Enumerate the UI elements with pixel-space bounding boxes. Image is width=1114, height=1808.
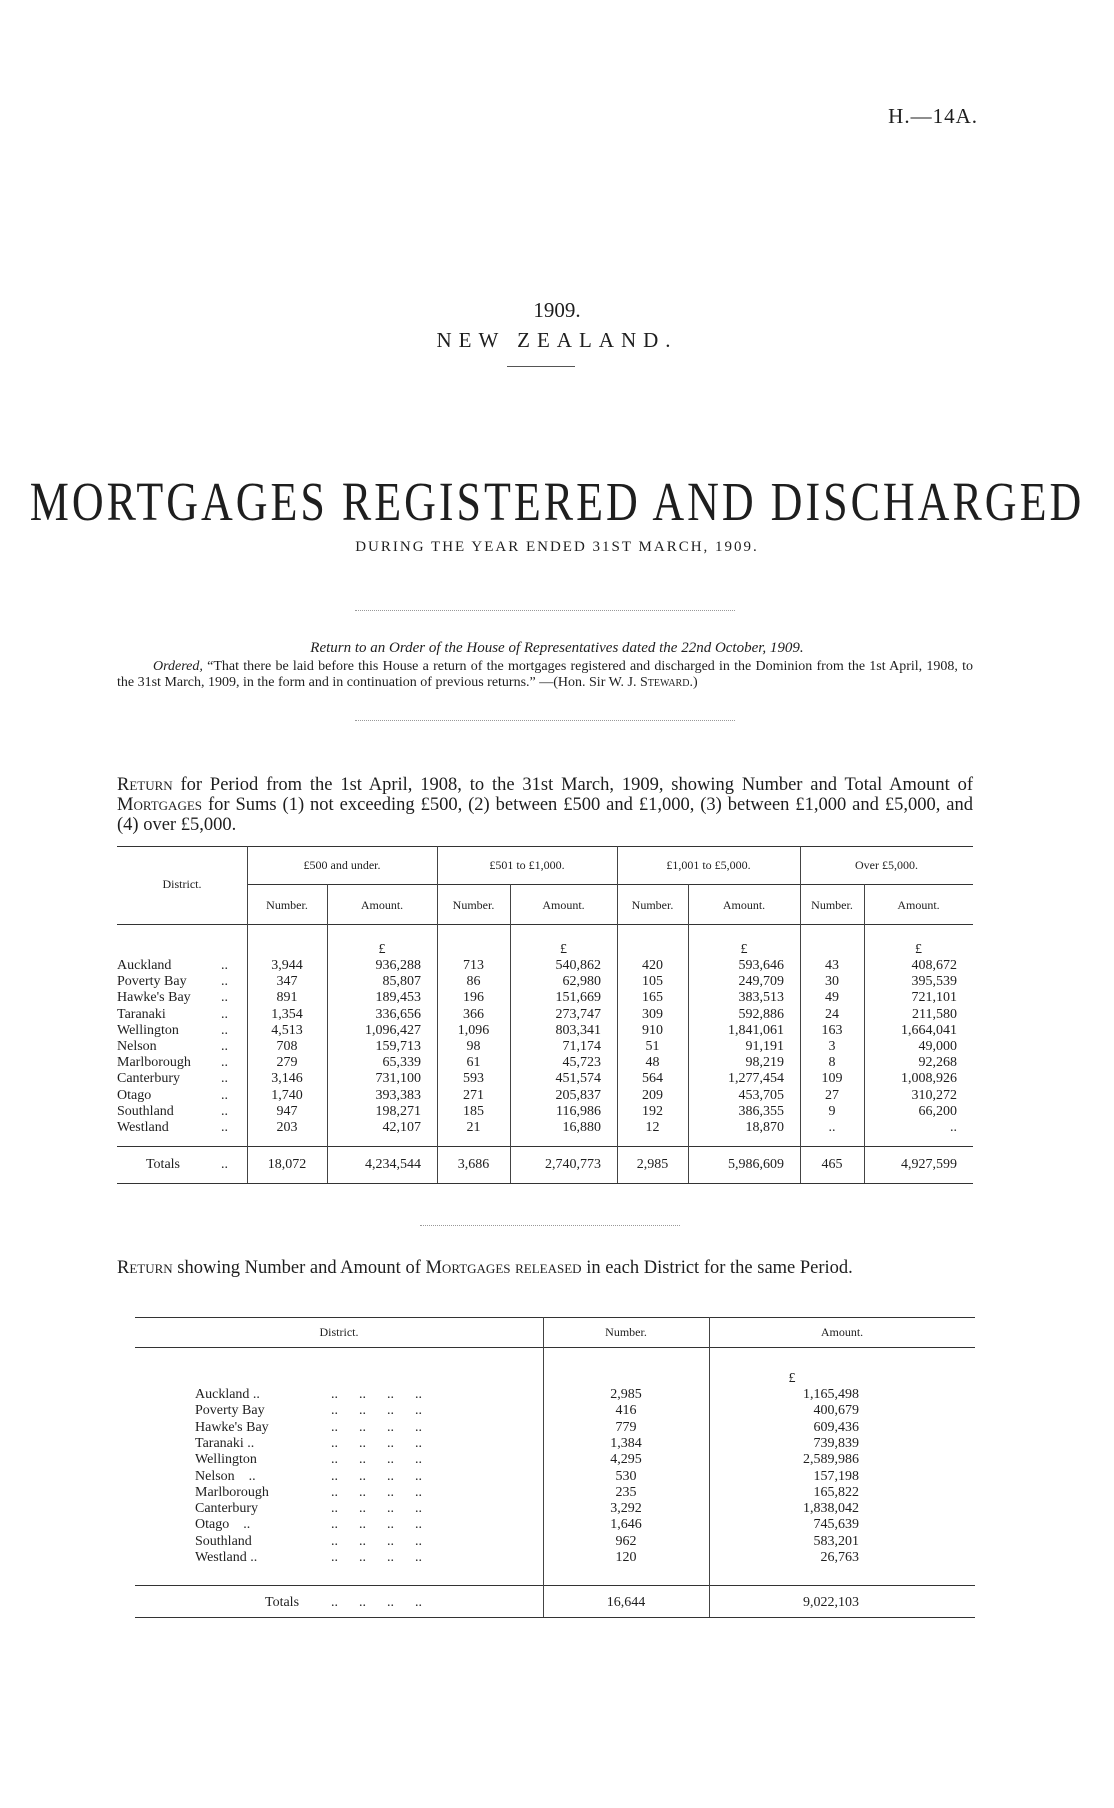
year-heading: 1909. bbox=[533, 298, 581, 322]
district-name: Poverty Bay bbox=[117, 974, 187, 990]
subheader-number: Number. bbox=[452, 898, 495, 912]
leader-dots: .. bbox=[221, 1039, 228, 1054]
leader-dots: .. bbox=[221, 1087, 228, 1103]
district-name: Hawke's Bay bbox=[195, 1419, 269, 1435]
number-cell: 24 bbox=[825, 1006, 839, 1022]
amount-cell: 1,841,061 bbox=[728, 1022, 784, 1038]
district-name: Taranaki .. bbox=[195, 1435, 255, 1451]
number-cell: 4,295 bbox=[610, 1452, 642, 1468]
number-cell: 27 bbox=[825, 1087, 839, 1103]
amount-cell: 4,234,544 bbox=[365, 1157, 421, 1172]
number-cell: 49 bbox=[825, 990, 839, 1006]
number-cell: 1,096 bbox=[457, 1022, 490, 1038]
currency-symbol: £ bbox=[740, 942, 748, 957]
number-cell: 564 bbox=[642, 1071, 663, 1087]
number-cell: 109 bbox=[821, 1071, 843, 1087]
number-cell: 4,513 bbox=[271, 1022, 303, 1038]
subheader-amount: Amount. bbox=[897, 898, 940, 912]
group-header-over-5000: Over £5,000. bbox=[855, 858, 918, 872]
district-name: Poverty Bay bbox=[195, 1403, 265, 1419]
number-cell: 1,646 bbox=[610, 1517, 642, 1533]
mortgages-registered-table bbox=[117, 846, 973, 1186]
number-cell: 309 bbox=[642, 1006, 663, 1022]
subheader-amount: Amount. bbox=[542, 898, 585, 912]
number-cell: 9 bbox=[828, 1103, 836, 1119]
amount-cell: 91,191 bbox=[745, 1039, 784, 1054]
number-cell: 196 bbox=[463, 990, 484, 1006]
amount-cell: 400,679 bbox=[813, 1403, 859, 1419]
leader-dots: .. .. .. .. bbox=[331, 1484, 422, 1500]
mortgages-released-table bbox=[135, 1317, 975, 1619]
amount-cell: 1,664,041 bbox=[901, 1022, 957, 1038]
table1-intro-b: for Sums (1) not exceeding £500, (2) between £500 and £1,000, (3) between £1,000 and £5,000, and (4) over £5,000. bbox=[117, 795, 973, 835]
amount-cell: 2,740,773 bbox=[545, 1157, 601, 1172]
return-order-line: Return to an Order of the House of Representatives dated the 22nd October, 1909. bbox=[310, 640, 804, 656]
number-cell: 779 bbox=[615, 1419, 637, 1435]
amount-cell: 936,288 bbox=[375, 958, 421, 973]
district-name: Wellington bbox=[117, 1022, 179, 1038]
number-cell: 416 bbox=[615, 1403, 637, 1419]
number-cell: 86 bbox=[466, 974, 481, 990]
amount-cell: 408,672 bbox=[911, 958, 957, 973]
amount-cell: 62,980 bbox=[562, 974, 601, 990]
amount-cell: 1,838,042 bbox=[803, 1501, 859, 1517]
number-cell: 105 bbox=[642, 974, 663, 990]
number-cell: 708 bbox=[276, 1039, 298, 1054]
amount-cell: 4,927,599 bbox=[901, 1157, 957, 1172]
country-heading: NEW ZEALAND. bbox=[436, 328, 678, 352]
leader-dots: .. .. .. .. bbox=[331, 1517, 422, 1533]
table1-intro bbox=[117, 775, 973, 835]
amount-cell: 273,747 bbox=[555, 1006, 601, 1022]
totals-label: Totals bbox=[265, 1595, 300, 1610]
leader-dots: .. .. .. .. bbox=[331, 1452, 422, 1468]
district-column-header: District. bbox=[319, 1325, 359, 1339]
number-cell: 593 bbox=[463, 1071, 484, 1087]
leader-dots: .. bbox=[221, 990, 228, 1006]
table2-intro-lead: Return bbox=[117, 1258, 173, 1278]
amount-cell: 1,008,926 bbox=[901, 1071, 957, 1087]
ordered-label: Ordered, bbox=[153, 659, 203, 674]
number-cell: 21 bbox=[466, 1120, 481, 1135]
number-cell: 366 bbox=[463, 1006, 484, 1022]
district-name: Otago .. bbox=[195, 1517, 251, 1533]
district-name: Otago bbox=[117, 1087, 152, 1103]
leader-dots: .. .. .. .. bbox=[331, 1501, 422, 1517]
amount-cell: 1,277,454 bbox=[728, 1071, 784, 1087]
main-title: MORTGAGES REGISTERED AND DISCHARGED bbox=[29, 471, 1085, 533]
amount-cell: 1,096,427 bbox=[365, 1022, 421, 1038]
number-cell: 12 bbox=[645, 1120, 660, 1135]
amount-cell: 98,219 bbox=[745, 1055, 784, 1071]
number-cell: 1,740 bbox=[271, 1087, 303, 1103]
district-column-header: District. bbox=[162, 877, 202, 891]
number-cell: 891 bbox=[276, 990, 298, 1006]
number-cell: 235 bbox=[615, 1484, 637, 1500]
number-cell: 98 bbox=[466, 1039, 481, 1054]
amount-cell: 386,355 bbox=[738, 1103, 784, 1119]
district-name: Nelson .. bbox=[195, 1468, 256, 1484]
amount-cell: 609,436 bbox=[813, 1419, 859, 1435]
number-cell: 2,985 bbox=[610, 1387, 642, 1402]
amount-cell: 42,107 bbox=[382, 1120, 421, 1135]
amount-cell: 745,639 bbox=[813, 1517, 859, 1533]
number-cell: 465 bbox=[821, 1157, 843, 1172]
district-name: Taranaki bbox=[117, 1006, 166, 1022]
amount-cell: 5,986,609 bbox=[728, 1157, 784, 1172]
district-name: Marlborough bbox=[195, 1484, 269, 1500]
subtitle: DURING THE YEAR ENDED 31ST MARCH, 1909. bbox=[355, 539, 759, 555]
table2-intro-b: in each District for the same Period. bbox=[581, 1258, 853, 1278]
divider bbox=[355, 720, 735, 721]
amount-cell: 45,723 bbox=[562, 1055, 601, 1071]
amount-cell: 198,271 bbox=[375, 1103, 421, 1119]
amount-cell: .. bbox=[950, 1120, 957, 1135]
amount-cell: 803,341 bbox=[555, 1022, 601, 1038]
number-cell: 3 bbox=[828, 1039, 836, 1054]
number-cell: 420 bbox=[642, 958, 663, 973]
number-cell: 165 bbox=[642, 990, 663, 1006]
leader-dots: .. bbox=[221, 974, 228, 990]
amount-cell: 9,022,103 bbox=[803, 1595, 859, 1610]
leader-dots: .. bbox=[221, 1006, 228, 1022]
currency-symbol: £ bbox=[915, 942, 922, 957]
amount-cell: 189,453 bbox=[375, 990, 421, 1006]
leader-dots: .. .. .. .. bbox=[331, 1435, 422, 1451]
number-cell: 3,292 bbox=[610, 1501, 642, 1517]
divider bbox=[355, 610, 735, 611]
number-cell: 30 bbox=[825, 974, 839, 990]
district-name: Hawke's Bay bbox=[117, 990, 191, 1006]
leader-dots: .. bbox=[221, 958, 228, 973]
number-cell: .. bbox=[828, 1120, 836, 1135]
amount-cell: 165,822 bbox=[813, 1484, 859, 1500]
leader-dots: .. .. .. .. bbox=[331, 1533, 422, 1549]
leader-dots: .. .. .. .. bbox=[331, 1468, 422, 1484]
amount-cell: 85,807 bbox=[382, 974, 421, 990]
amount-cell: 310,272 bbox=[911, 1087, 957, 1103]
amount-cell: 65,339 bbox=[382, 1055, 421, 1071]
amount-cell: 451,574 bbox=[555, 1071, 601, 1087]
number-cell: 3,944 bbox=[271, 958, 303, 973]
district-name: Nelson bbox=[117, 1039, 157, 1054]
group-header-1001-5000: £1,001 to £5,000. bbox=[666, 858, 751, 872]
group-header-500-under: £500 and under. bbox=[303, 858, 381, 872]
ordered-end: .) bbox=[689, 675, 698, 690]
amount-cell: 395,539 bbox=[911, 974, 957, 990]
leader-dots: .. bbox=[221, 1022, 228, 1038]
number-cell: 3,686 bbox=[457, 1157, 490, 1172]
number-cell: 8 bbox=[828, 1055, 836, 1071]
district-name: Auckland .. bbox=[195, 1387, 260, 1402]
number-cell: 203 bbox=[276, 1120, 298, 1135]
district-name: Westland .. bbox=[195, 1550, 258, 1565]
subheader-amount: Amount. bbox=[722, 898, 766, 912]
number-cell: 962 bbox=[615, 1533, 637, 1549]
subheader-amount: Amount. bbox=[360, 898, 404, 912]
amount-cell: 116,986 bbox=[556, 1103, 601, 1119]
number-cell: 279 bbox=[276, 1055, 298, 1071]
number-cell: 61 bbox=[466, 1055, 481, 1071]
amount-cell: 593,646 bbox=[738, 958, 784, 973]
district-name: Auckland bbox=[117, 958, 172, 973]
number-cell: 2,985 bbox=[636, 1157, 669, 1172]
amount-cell: 393,383 bbox=[375, 1087, 421, 1103]
number-cell: 16,644 bbox=[606, 1595, 646, 1610]
amount-cell: 739,839 bbox=[813, 1435, 859, 1451]
ordered-paragraph bbox=[117, 659, 973, 691]
district-name: Canterbury bbox=[117, 1071, 180, 1087]
subheader-number: Number. bbox=[266, 898, 308, 912]
table2-intro bbox=[117, 1258, 973, 1278]
leader-dots: .. bbox=[221, 1157, 228, 1172]
district-name: Canterbury bbox=[195, 1501, 258, 1517]
amount-cell: 18,870 bbox=[745, 1120, 784, 1135]
district-name: Wellington bbox=[195, 1452, 257, 1468]
number-cell: 910 bbox=[642, 1022, 663, 1038]
leader-dots: .. bbox=[221, 1071, 228, 1087]
number-cell: 1,354 bbox=[271, 1006, 303, 1022]
amount-cell: 66,200 bbox=[918, 1103, 957, 1119]
amount-cell: 249,709 bbox=[738, 974, 784, 990]
ordered-name: Steward bbox=[639, 675, 690, 690]
number-cell: 947 bbox=[276, 1103, 298, 1119]
amount-cell: 592,886 bbox=[738, 1006, 784, 1022]
amount-cell: 453,705 bbox=[738, 1087, 784, 1103]
ordered-text: “That there be laid before this House a return of the mortgages registered and discharged in the Dominion from the 1st April, 1908, to the 31st March, 1909, in the form and in continuation of previous returns.” —(Hon. Sir W. J. bbox=[117, 659, 974, 690]
amount-cell: 211,580 bbox=[912, 1006, 957, 1022]
leader-dots: .. bbox=[221, 1055, 228, 1071]
number-cell: 1,384 bbox=[610, 1435, 642, 1451]
number-cell: 347 bbox=[276, 974, 298, 990]
leader-dots: .. .. .. .. bbox=[331, 1595, 422, 1610]
number-cell: 163 bbox=[821, 1022, 843, 1038]
amount-cell: 540,862 bbox=[555, 958, 601, 973]
district-name: Southland bbox=[195, 1533, 252, 1549]
table1-intro-a: for Period from the 1st April, 1908, to the 31st March, 1909, showing Number and Total Amount of bbox=[172, 775, 973, 795]
amount-cell: 151,669 bbox=[555, 990, 601, 1006]
number-cell: 120 bbox=[615, 1550, 637, 1565]
amount-cell: 159,713 bbox=[375, 1039, 421, 1054]
leader-dots: .. bbox=[221, 1103, 228, 1119]
totals-label: Totals bbox=[145, 1157, 180, 1172]
amount-cell: 1,165,498 bbox=[803, 1387, 859, 1402]
amount-cell: 157,198 bbox=[813, 1468, 859, 1484]
currency-symbol: £ bbox=[560, 942, 567, 957]
leader-dots: .. .. .. .. bbox=[331, 1387, 422, 1402]
amount-cell: 49,000 bbox=[918, 1039, 957, 1054]
leader-dots: .. bbox=[221, 1120, 228, 1135]
amount-cell: 336,656 bbox=[375, 1006, 421, 1022]
number-cell: 185 bbox=[463, 1103, 484, 1119]
district-name: Southland bbox=[117, 1103, 174, 1119]
amount-cell: 26,763 bbox=[820, 1550, 859, 1565]
number-cell: 209 bbox=[642, 1087, 663, 1103]
amount-cell: 205,837 bbox=[555, 1087, 601, 1103]
amount-cell: 16,880 bbox=[562, 1120, 601, 1135]
district-name: Westland bbox=[117, 1120, 169, 1135]
number-cell: 271 bbox=[463, 1087, 484, 1103]
number-cell: 530 bbox=[615, 1468, 637, 1484]
amount-cell: 2,589,986 bbox=[803, 1452, 859, 1468]
amount-cell: 71,174 bbox=[562, 1039, 601, 1054]
number-cell: 51 bbox=[645, 1039, 660, 1054]
amount-cell: 583,201 bbox=[813, 1533, 859, 1549]
group-header-501-1000: £501 to £1,000. bbox=[489, 858, 565, 872]
leader-dots: .. .. .. .. bbox=[331, 1419, 422, 1435]
subheader-number: Number. bbox=[631, 898, 674, 912]
amount-cell: 92,268 bbox=[918, 1055, 957, 1071]
number-cell: 48 bbox=[645, 1055, 660, 1071]
amount-cell: 721,101 bbox=[911, 990, 957, 1006]
subheader-number: Number. bbox=[811, 898, 853, 912]
currency-symbol: £ bbox=[788, 1371, 796, 1386]
amount-cell: 383,513 bbox=[738, 990, 784, 1006]
table1-intro-sc: Mortgages bbox=[117, 795, 203, 815]
amount-cell: 731,100 bbox=[375, 1071, 421, 1087]
leader-dots: .. .. .. .. bbox=[331, 1403, 422, 1419]
document-reference: H.—14A. bbox=[888, 104, 978, 128]
leader-dots: .. .. .. .. bbox=[331, 1550, 422, 1565]
table2-intro-a: showing Number and Amount of bbox=[172, 1258, 426, 1278]
divider bbox=[420, 1225, 680, 1226]
number-cell: 43 bbox=[825, 958, 839, 973]
number-cell: 713 bbox=[463, 958, 484, 973]
table2-intro-sc: Mortgages released bbox=[425, 1258, 582, 1278]
number-column-header: Number. bbox=[605, 1325, 647, 1339]
amount-column-header: Amount. bbox=[820, 1325, 864, 1339]
number-cell: 18,072 bbox=[267, 1157, 307, 1172]
district-name: Marlborough bbox=[117, 1055, 191, 1071]
number-cell: 192 bbox=[642, 1103, 663, 1119]
number-cell: 3,146 bbox=[271, 1071, 303, 1087]
title-divider bbox=[507, 366, 575, 367]
currency-symbol: £ bbox=[378, 942, 386, 957]
table1-intro-lead: Return bbox=[117, 775, 173, 795]
